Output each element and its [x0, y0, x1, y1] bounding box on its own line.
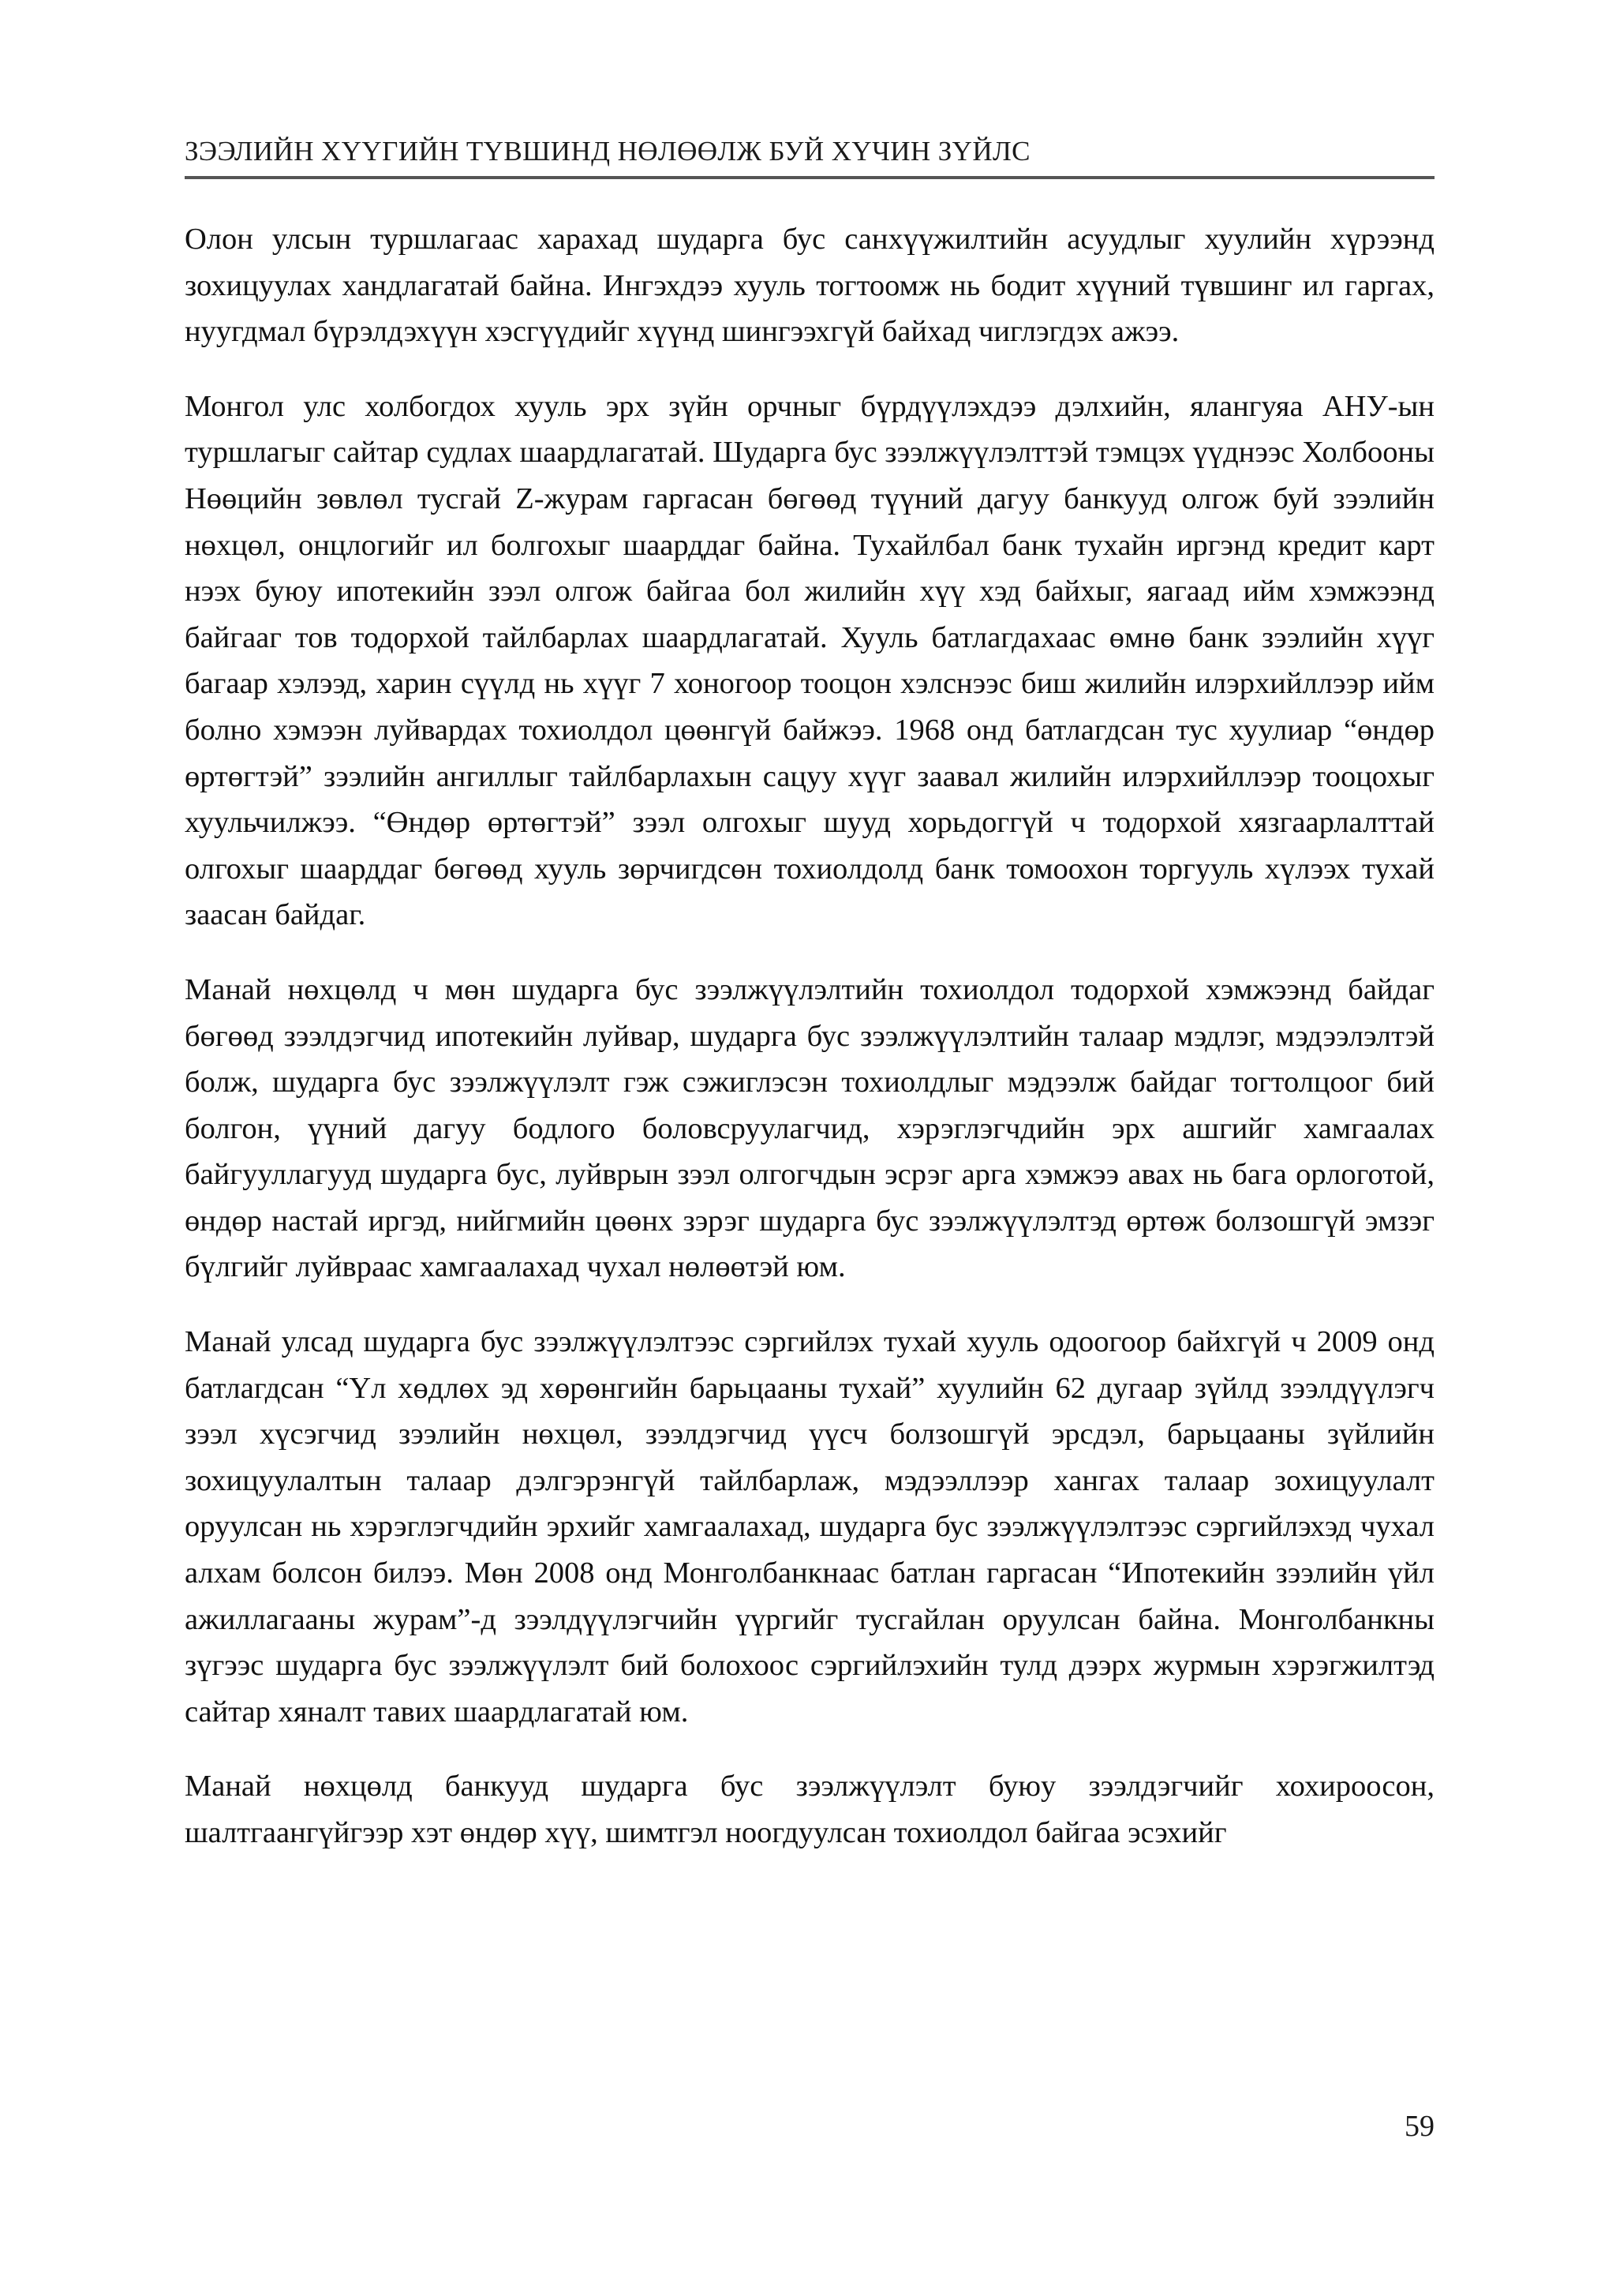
paragraph-1: Олон улсын туршлагаас харахад шударга бус санхүүжилтийн асуудлыг хуулийн хүрээнд зохицуулах хандлагатай байна. Ингэхдээ хууль тогтоомж нь бодит хүүний түвшинг ил гаргах, нуугдмал бүрэлдэхүүн хэсгүүдийг хүүнд шингээхгүй байхад чиглэгдэх ажээ.	[185, 223, 1435, 349]
running-header-title: ЗЭЭЛИЙН ХҮҮГИЙН ТҮВШИНД НӨЛӨӨЛЖ БУЙ ХҮЧИН ЗҮЙЛС	[185, 136, 1031, 167]
paragraph-5: Манай нөхцөлд банкууд шударга бус зээлжүүлэлт буюу зээлдэгчийг хохироосон, шалтгаангүйгээр хэт өндөр хүү, шимтгэл ноогдуулсан тохиолдол байгаа эсэхийг	[185, 1770, 1435, 1849]
body-text	[185, 216, 1435, 1885]
paragraph-3: Манай нөхцөлд ч мөн шударга бус зээлжүүлэлтийн тохиолдол тодорхой хэмжээнд байдаг бөгөөд зээлдэгчид ипотекийн луйвар, шударга бус зээлжүүлэлтийн талаар мэдлэг, мэдээлэлтэй болж, шударга бус зээлжүүлэлт гэж сэжиглэсэн тохиолдлыг мэдээлж байдаг тогтолцоог бий болгон, үүний дагуу бодлого боловсруулагчид, хэрэглэгчдийн эрх ашгийг хамгаалах байгууллагууд шударга бус, луйврын зээл олгогчдын эсрэг арга хэмжээ авах нь бага орлоготой, өндөр настай иргэд, нийгмийн цөөнх зэрэг шударга бус зээлжүүлэлтэд өртөж болзошгүй эмзэг бүлгийг луйвраас хамгаалахад чухал нөлөөтэй юм.	[185, 972, 1435, 1284]
paragraph-2: Монгол улс холбогдох хууль эрх зүйн орчныг бүрдүүлэхдээ дэлхийн, ялангуяа АНУ-ын туршлагыг сайтар судлах шаардлагатай. Шударга бус зээлжүүлэлттэй тэмцэх үүднээс Холбооны Нөөцийн зөвлөл тусгай Z-журам гаргасан бөгөөд түүний дагуу банкууд олгож буй зээлийн нөхцөл, онцлогийг ил болгохыг шаарддаг байна. Тухайлбал банк тухайн иргэнд кредит карт нээх буюу ипотекийн зээл олгож байгаа бол жилийн хүү хэд байхыг, яагаад ийм хэмжээнд байгааг тов тодорхой тайлбарлах шаардлагатай. Хууль батлагдахаас өмнө банк зээлийн хүүг багаар хэлээд, харин сүүлд нь хүүг 7 хоногоор тооцон хэлснээс биш жилийн илэрхийллээр ийм болно хэмээн луйвардах тохиолдол цөөнгүй байжээ. 1968 онд батлагдсан тус хуулиар “өндөр өртөгтэй” зээлийн ангиллыг тайлбарлахын сацуу хүүг заавал жилийн илэрхийллээр тооцохыг хуульчилжээ. “Өндөр өртөгтэй” зээл олгохыг шууд хорьдоггүй ч тодорхой хязгаарлалттай олгохыг шаарддаг бөгөөд хууль зөрчигдсөн тохиолдолд банк томоохон торгууль хүлээх тухай заасан байдаг.	[185, 389, 1435, 932]
page-number: 59	[1405, 2110, 1435, 2143]
paragraph-4: Манай улсад шударга бус зээлжүүлэлтээс сэргийлэх тухай хууль одоогоор байхгүй ч 2009 онд батлагдсан “Үл хөдлөх эд хөрөнгийн барьцааны тухай” хуулийн 62 дугаар зүйлд зээлдүүлэгч зээл хүсэгчид зээлийн нөхцөл, зээлдэгчид үүсч болзошгүй эрсдэл, барьцааны зүйлийн зохицуулалтын талаар дэлгэрэнгүй тайлбарлаж, мэдээллээр хангах талаар зохицуулалт оруулсан нь хэрэглэгчдийн эрхийг хамгаалахад, шударга бус зээлжүүлэлтээс сэргийлэхэд чухал алхам болсон билээ. Мөн 2008 онд Монголбанкнаас батлан гаргасан “Ипотекийн зээлийн үйл ажиллагааны журам”-д зээлдүүлэгчийн үүргийг тусгайлан оруулсан байна. Монголбанкны зүгээс шударга бус зээлжүүлэлт бий болохоос сэргийлэхийн тулд дээрх журмын хэрэгжилтэд сайтар хяналт тавих шаардлагатай юм.	[185, 1325, 1435, 1729]
header-divider	[185, 176, 1435, 179]
